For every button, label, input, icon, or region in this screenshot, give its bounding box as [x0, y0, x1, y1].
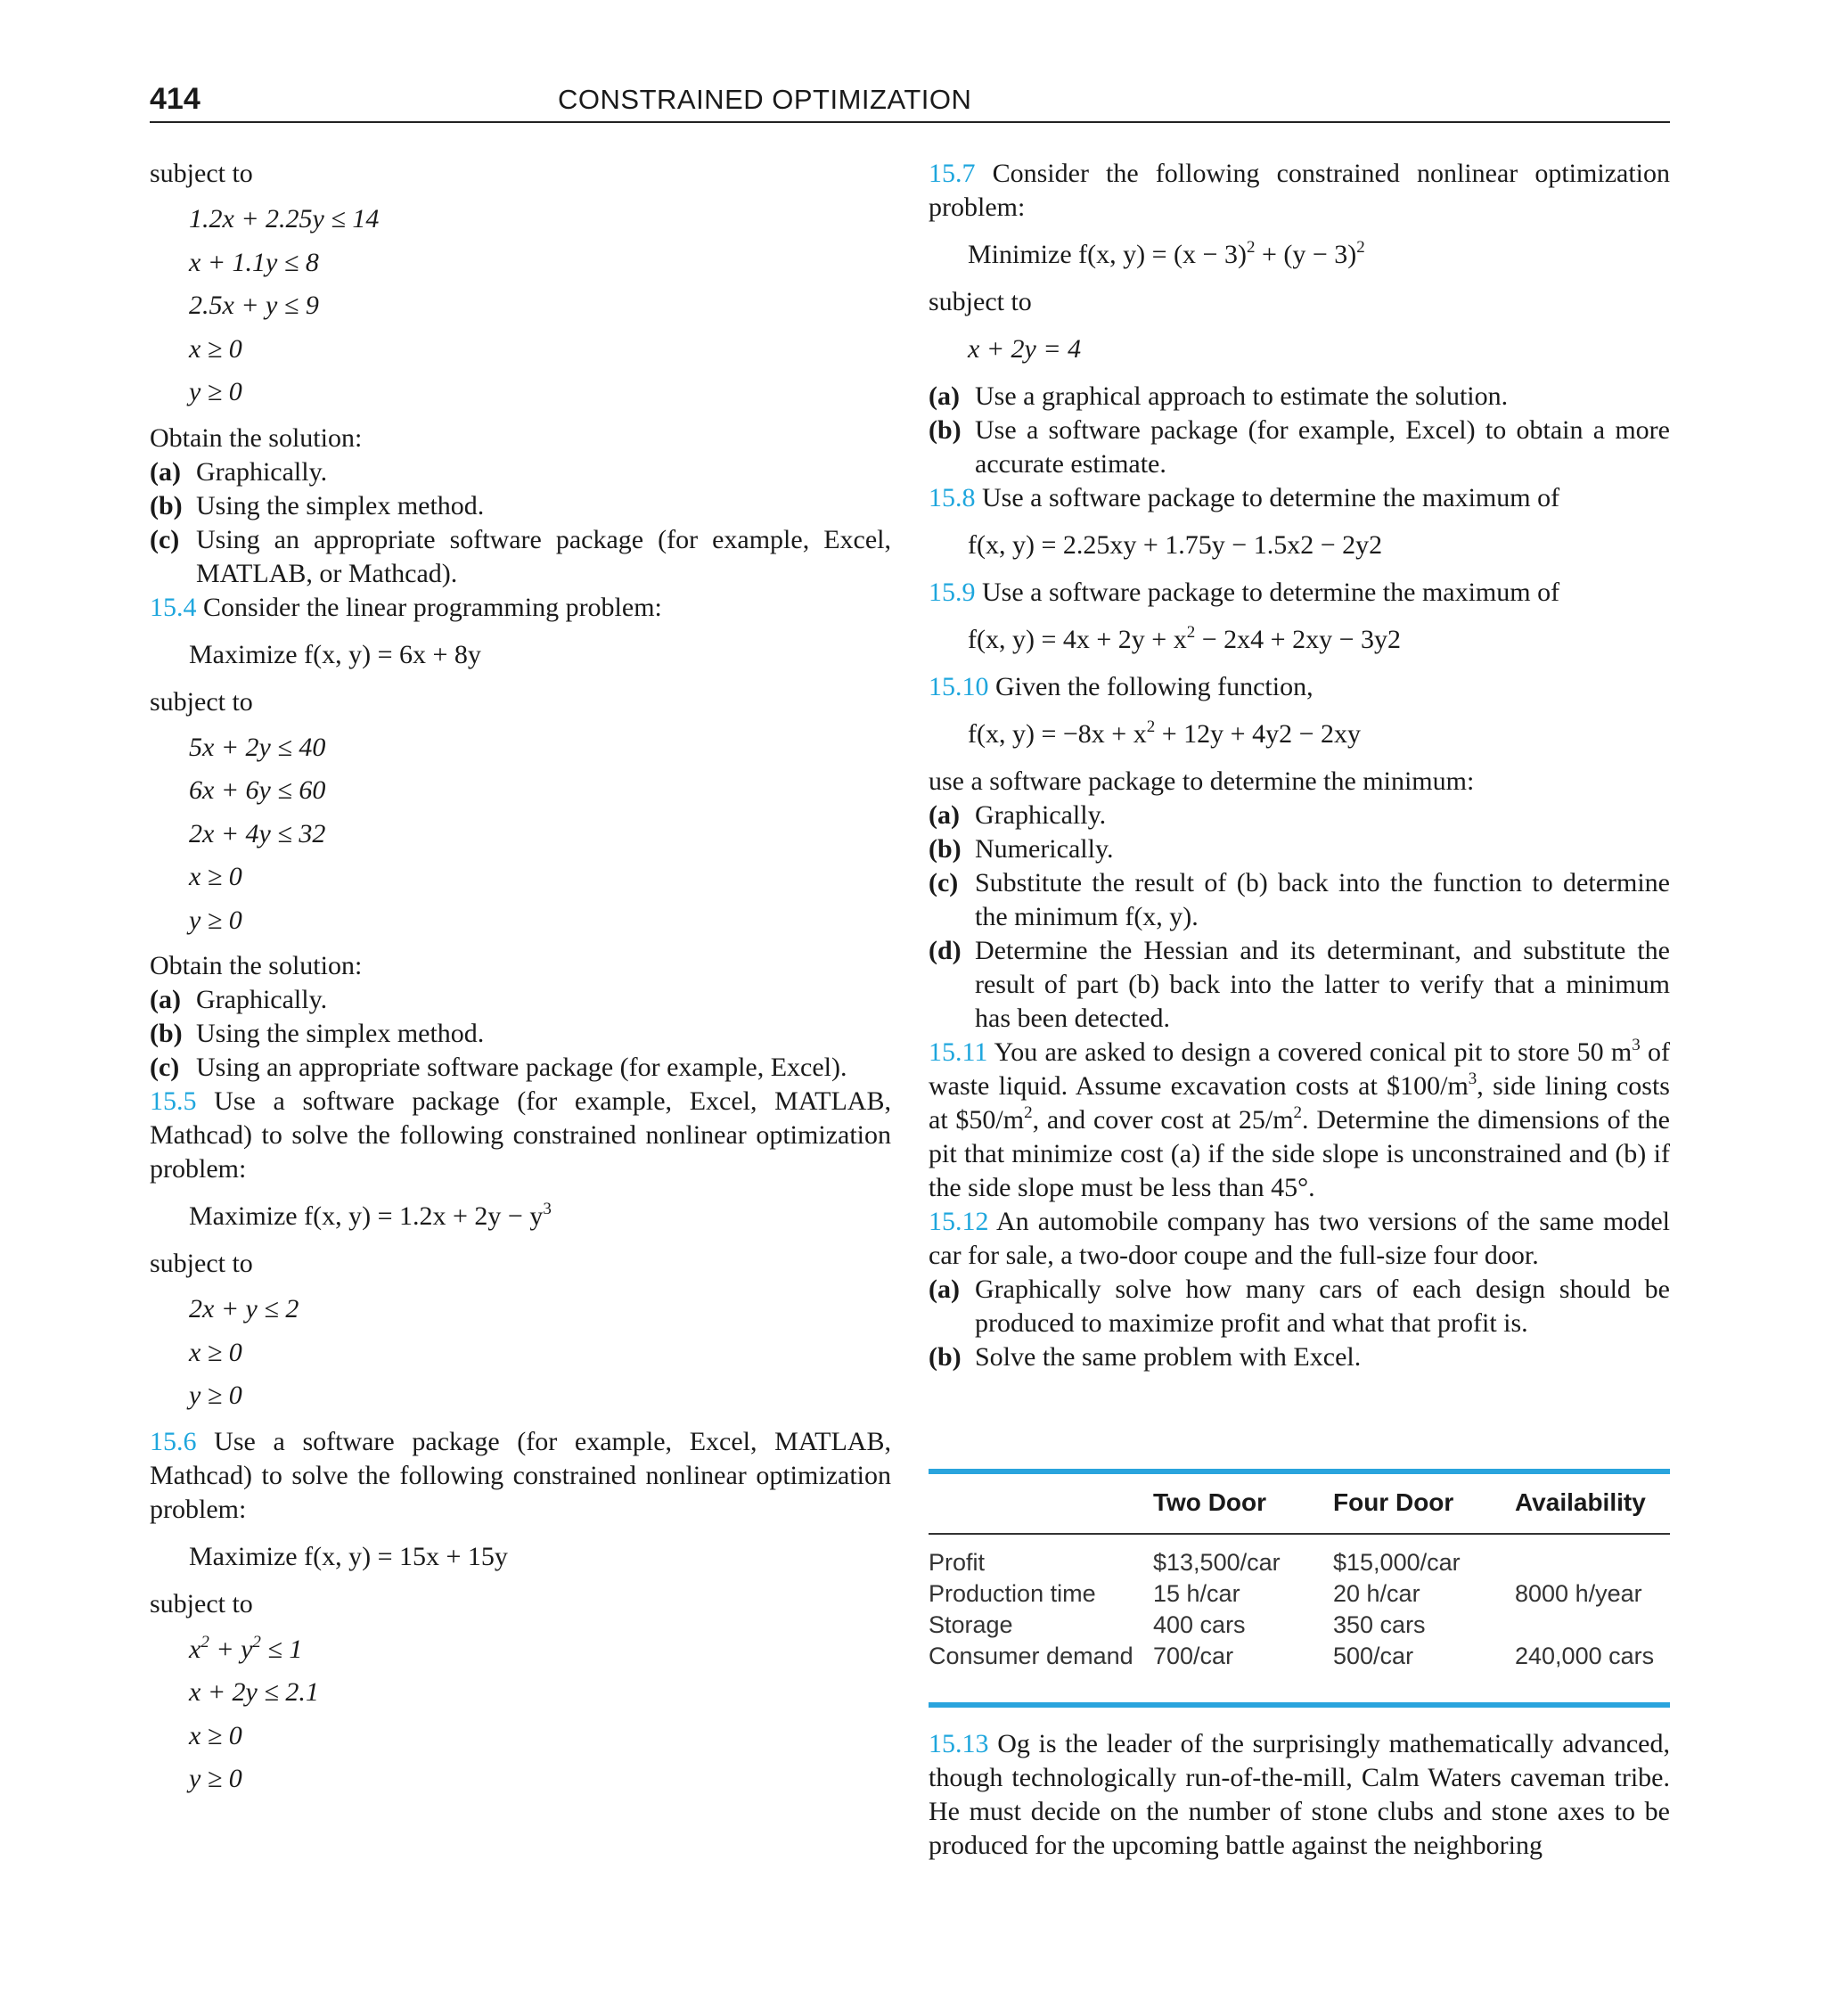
part-item — [929, 832, 1670, 866]
table-cell: 400 cars — [1153, 1611, 1246, 1638]
problem-text: An automobile company has two versions of the same model car for sale, a two-door coupe and the full-size four door. — [929, 1207, 1670, 1270]
part-item — [929, 934, 1670, 1036]
constraint: x ≥ 0 — [189, 1337, 242, 1367]
part-item — [929, 380, 1670, 414]
part-label: (a) — [150, 456, 181, 487]
header-divider — [929, 1533, 1670, 1535]
problem-15-13 — [929, 1727, 1670, 1863]
part-text: Using an appropriate software package (for example, Excel). — [196, 1053, 847, 1082]
part-item — [929, 414, 1670, 481]
problem-number: 15.13 — [929, 1729, 989, 1758]
part-text: Use a software package (for example, Excel) to obtain a more accurate estimate. — [975, 415, 1670, 479]
table-cell: Storage — [929, 1611, 1013, 1638]
problem-number: 15.8 — [929, 483, 976, 512]
table-cell: Profit — [929, 1549, 986, 1576]
part-label: (a) — [929, 800, 960, 830]
problem-number: 15.11 — [929, 1037, 988, 1067]
function-15-10: f(x, $y) = -8x + x^2 + 12y + 4y2 - 2xy$ — [968, 717, 1361, 749]
part-label: (b) — [150, 1019, 183, 1048]
table-cell: $13,500/car — [1153, 1549, 1281, 1576]
constraint: y ≥ 0 — [189, 377, 242, 406]
table-cell: 500/car — [1333, 1643, 1414, 1669]
constraint: x + 2y ≤ 2.1 — [189, 1677, 319, 1707]
problem-text: Use a software package to determine the maximum of — [982, 483, 1560, 512]
problem-number: 15.4 — [150, 592, 197, 622]
table-row — [929, 1580, 1670, 1610]
part-text: Solve the same problem with Excel. — [975, 1342, 1362, 1372]
function-15-9: f(x, $y) = 4x + 2y + x^2 - 2x4 + 2xy - 3y2$ — [968, 623, 1401, 654]
right-column-lower — [929, 1727, 1670, 1863]
problem-text: Use a software package (for example, Excel, MATLAB, Mathcad) to solve the following constrained nonlinear optimization problem: — [150, 1086, 891, 1184]
problem-number: 15.5 — [150, 1086, 197, 1116]
table-cell: 240,000 cars — [1515, 1643, 1655, 1669]
part-item — [150, 983, 891, 1017]
part-text: Graphically solve how many cars of each design should be produced to maximize profit and what that profit is. — [975, 1274, 1670, 1338]
objective-15-5: Maximize f(x, $y) = 1.2x + 2y - y^3$ — [189, 1200, 552, 1231]
table-cell: 350 cars — [1333, 1611, 1426, 1638]
problem-15-9 — [929, 576, 1670, 610]
table-cell: Consumer demand — [929, 1643, 1133, 1669]
part-text: Graphically. — [196, 456, 328, 487]
subject-to: subject to — [150, 686, 253, 717]
problem-number: 15.10 — [929, 672, 989, 701]
part-text: Numerically. — [975, 834, 1114, 864]
problem-number: 15.9 — [929, 578, 976, 607]
objective-15-7: Minimize f(x, $y) = (x - 3)^2 + (y - 3)^2$ — [968, 238, 1365, 269]
problem-15-6 — [150, 1425, 891, 1527]
table-header-row — [929, 1488, 1670, 1520]
constraint-15-7: x + 2y = 4 — [968, 334, 1082, 364]
problem-text: Og is the leader of the surprisingly mathematically advanced, though technologically run-of-the-mill, Calm Waters caveman tribe. He must decide on the number of stone clubs and stone axes to be produced for the upcoming battle against the neighboring — [929, 1729, 1671, 1860]
problem-text: Consider the linear programming problem: — [203, 592, 662, 622]
constraint: 2x + 4y ≤ 32 — [189, 818, 326, 848]
table-cell: 20 h/car — [1333, 1580, 1420, 1607]
problem-15-8 — [929, 481, 1670, 515]
page-number: 414 — [150, 82, 201, 116]
part-label: (d) — [929, 936, 962, 965]
table-cell: 700/car — [1153, 1643, 1234, 1669]
problem-text: Use a software package to determine the maximum of — [982, 578, 1560, 607]
constraints-15-6 — [189, 1628, 891, 1801]
table-row — [929, 1549, 1670, 1579]
table-cell: 15 h/car — [1153, 1580, 1240, 1607]
constraint: x ≥ 0 — [189, 1720, 242, 1750]
part-item — [929, 866, 1670, 934]
part-label: (b) — [929, 1342, 962, 1372]
problem-text: Given the following function, — [995, 672, 1314, 701]
constraint: x ≥ 0 — [189, 333, 242, 364]
constraint: y ≥ 0 — [189, 1381, 242, 1410]
header-availability: Availability — [1515, 1488, 1646, 1516]
problem-15-5 — [150, 1085, 891, 1186]
constraint: x ≥ 0 — [189, 862, 242, 891]
constraint: 5x + 2y ≤ 40 — [189, 732, 326, 762]
page-header — [150, 82, 1670, 123]
constraints-15-4 — [189, 726, 891, 943]
constraint: 1.2x + 2.25y ≤ 14 — [189, 204, 380, 234]
part-item — [150, 1051, 891, 1085]
constraints-15-3 — [189, 198, 891, 414]
part-label: (a) — [929, 1274, 960, 1304]
part-label: (a) — [150, 985, 181, 1014]
part-text: Graphically. — [975, 800, 1107, 830]
part-label: (c) — [150, 524, 180, 554]
problem-15-7 — [929, 157, 1670, 225]
subject-to: subject to — [150, 1588, 253, 1619]
part-text: Graphically. — [196, 985, 328, 1014]
header-four-door: Four Door — [1333, 1488, 1454, 1516]
objective-15-6: Maximize f(x, y) = 15x + 15y — [189, 1541, 508, 1571]
part-text: Using the simplex method. — [196, 1019, 485, 1048]
part-text: Use a graphical approach to estimate the solution. — [975, 381, 1509, 411]
part-label: (b) — [150, 490, 183, 520]
problem-text: Consider the following constrained nonlinear optimization problem: — [929, 159, 1670, 222]
car-data-table — [929, 1469, 1670, 1708]
constraint: y ≥ 0 — [189, 905, 242, 935]
part-item — [150, 1017, 891, 1051]
table-cell: $15,000/car — [1333, 1549, 1461, 1576]
problem-number: 15.12 — [929, 1207, 989, 1236]
problem-15-10 — [929, 670, 1670, 704]
table-cell: Production time — [929, 1580, 1096, 1607]
constraint: 2x + y ≤ 2 — [189, 1294, 299, 1324]
part-label: (c) — [150, 1053, 180, 1082]
problem-15-11 — [929, 1036, 1670, 1205]
problem-15-10-instruction: use a software package to determine the minimum: — [929, 766, 1475, 796]
subject-to: subject to — [929, 287, 1032, 316]
constraint: $x^2 + y^2 \le 1$ — [189, 1632, 303, 1664]
part-text: Determine the Hessian and its determinant, and substitute the result of part (b) back into the latter to verify that a minimum has been detected. — [975, 936, 1670, 1033]
part-item — [150, 523, 891, 591]
problem-text: You are asked to design a covered conical pit to store 50 $m^3$ of waste liquid. Assume excavation costs at $\$100/m^3$, side lining costs at $\$50/m^2$, and cover cost at $25/m^2$. Determine the dimensions of the pit that minimize cost (a) if the side slope is unconstrained and (b) if the side slope must be less than 45°. — [929, 1036, 1671, 1202]
constraint: 6x + 6y ≤ 60 — [189, 775, 326, 805]
obtain-solution: Obtain the solution: — [150, 422, 363, 453]
part-item — [929, 799, 1670, 832]
left-column — [150, 157, 891, 1808]
part-label: (c) — [929, 868, 959, 897]
part-text: Using the simplex method. — [196, 490, 485, 520]
objective-15-4: Maximize f(x, y) = 6x + 8y — [189, 639, 481, 669]
problem-text: Use a software package (for example, Excel, MATLAB, Mathcad) to solve the following constrained nonlinear optimization problem: — [150, 1426, 891, 1524]
problem-15-12 — [929, 1205, 1670, 1273]
header-two-door: Two Door — [1153, 1488, 1267, 1516]
part-item — [150, 455, 891, 489]
part-label: (b) — [929, 415, 962, 445]
part-text: Substitute the result of (b) back into the function to determine the minimum f(x, y). — [975, 868, 1670, 931]
problem-number: 15.6 — [150, 1426, 197, 1456]
table-row — [929, 1643, 1670, 1673]
part-label: (a) — [929, 381, 960, 411]
function-15-8: f(x, y) = 2.25xy + 1.75y − 1.5x2 − 2y2 — [968, 530, 1383, 560]
subject-to: subject to — [150, 159, 253, 188]
part-item — [929, 1340, 1670, 1374]
problem-15-4 — [150, 591, 891, 625]
right-column — [929, 157, 1670, 1374]
part-label: (b) — [929, 834, 962, 864]
constraint: x + 1.1y ≤ 8 — [189, 247, 319, 277]
constraint: y ≥ 0 — [189, 1764, 242, 1793]
part-text: Using an appropriate software package (for example, Excel, MATLAB, or Mathcad). — [196, 524, 891, 588]
table-cell: 8000 h/year — [1515, 1580, 1642, 1607]
subject-to: subject to — [150, 1249, 253, 1278]
constraint: 2.5x + y ≤ 9 — [189, 291, 319, 320]
constraints-15-5 — [189, 1288, 891, 1418]
problem-number: 15.7 — [929, 159, 976, 188]
table-row — [929, 1611, 1670, 1642]
obtain-solution: Obtain the solution: — [150, 951, 363, 980]
part-item — [150, 489, 891, 523]
running-title: CONSTRAINED OPTIMIZATION — [558, 84, 972, 115]
part-item — [929, 1273, 1670, 1340]
